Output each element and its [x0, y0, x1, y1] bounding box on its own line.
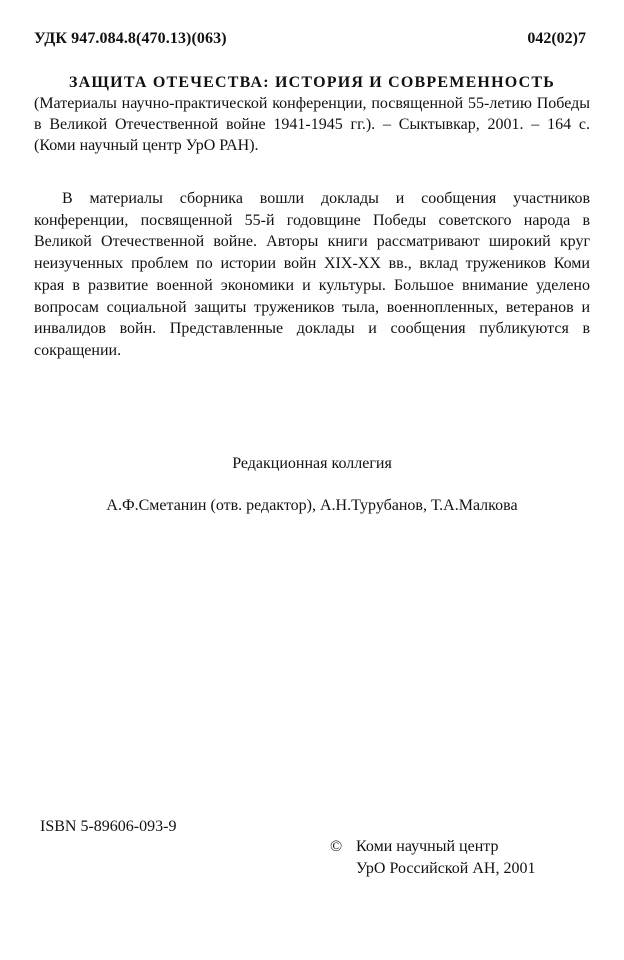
isbn: ISBN 5-89606-093-9: [40, 818, 177, 835]
udk-code: УДК 947.084.8(470.13)(063): [34, 30, 227, 47]
editorial-board-title: Редакционная коллегия: [232, 455, 392, 472]
copyright-notice: [330, 836, 535, 880]
copyright-line-2: УрО Российской АН, 2001: [356, 860, 536, 877]
book-title: ЗАЩИТА ОТЕЧЕСТВА: ИСТОРИЯ И СОВРЕМЕННОСТЬ: [69, 74, 555, 91]
bibliographic-description: (Материалы научно-практической конференции, посвященной 55-летию Победы в Великой Отечественной войне 1941-1945 гг.). – Сыктывкар, 2001. – 164 с. (Коми научный центр УрО РАН).: [34, 95, 590, 154]
abstract-paragraph: В материалы сборника вошли доклады и сообщения участников конференции, посвященной 55-й годовщине Победы советского народа в Великой Отечественной войне. Авторы книги рассматривают широкий круг неизученных проблем по истории войн XIX-XX вв., вклад тружеников Коми края в развитие военной экономики и культуры. Большое внимание уделено вопросам социальной защиты тружеников тыла, военнопленных, ветеранов и инвалидов войн. Представленные доклады и сообщения публикуются в сокращении.: [34, 190, 590, 359]
editorial-board-members: А.Ф.Сметанин (отв. редактор), А.Н.Турубанов, Т.А.Малкова: [106, 497, 518, 514]
bbk-code: 042(02)7: [527, 30, 586, 47]
bibliographic-record: [34, 72, 590, 156]
copyright-line-1: Коми научный центр: [356, 838, 499, 855]
copyright-icon: ©: [330, 838, 343, 855]
